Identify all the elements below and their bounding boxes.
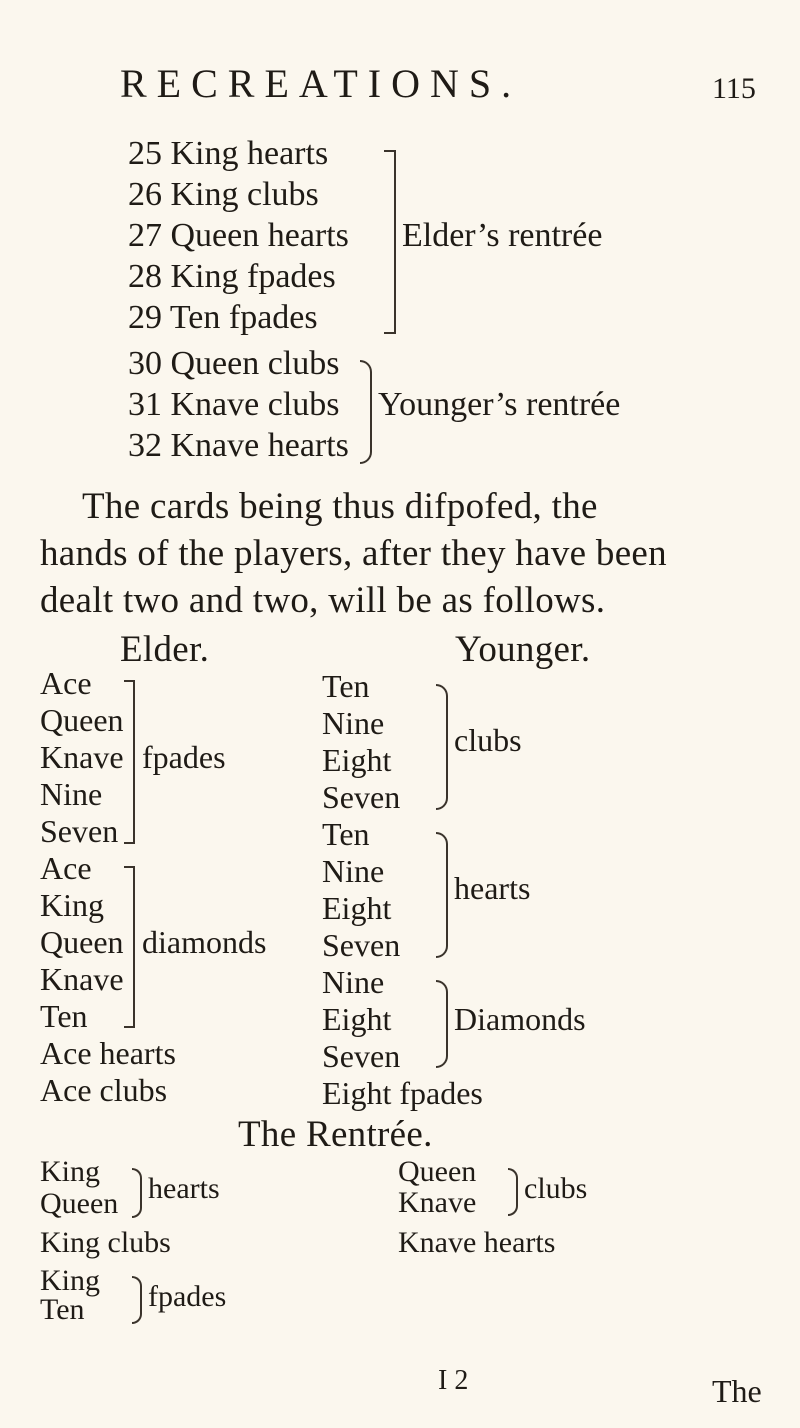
card-name: Queen — [40, 924, 124, 960]
elder-heading: Elder. — [120, 629, 210, 670]
rentree-spades-brace — [132, 1276, 142, 1324]
younger-diamonds-brace — [436, 980, 448, 1068]
card-name: Queen — [40, 1187, 119, 1220]
page-number: 115 — [712, 72, 756, 105]
rentree-spades-label: fpades — [148, 1280, 227, 1313]
list-line: 27 Queen hearts — [128, 217, 349, 254]
card-name: Knave — [398, 1186, 477, 1219]
card-name: Seven — [322, 1038, 401, 1074]
card-name: Ace — [40, 850, 92, 886]
card-name: Knave — [40, 739, 124, 775]
card-name: Ten — [40, 1293, 85, 1326]
card-name: Seven — [322, 779, 401, 815]
card-name: King — [40, 1155, 100, 1188]
card-name: Ace hearts — [40, 1035, 176, 1071]
card-name: Ten — [40, 998, 88, 1034]
running-title: RECREATIONS. — [120, 61, 522, 106]
younger-diamonds-label: Diamonds — [454, 1001, 586, 1037]
card-name: Ten — [322, 668, 370, 704]
card-name: Eight — [322, 742, 392, 778]
younger-clubs-label: clubs — [454, 722, 522, 758]
paragraph-line: The cards being thus difpofed, the — [82, 486, 598, 527]
signature-mark: I 2 — [438, 1365, 469, 1396]
card-name: Ten — [322, 816, 370, 852]
list-line: 32 Knave hearts — [128, 427, 349, 464]
rentree-hearts-brace — [132, 1168, 142, 1218]
list-line: 29 Ten fpades — [128, 299, 318, 336]
card-name: Nine — [322, 964, 385, 1000]
card-name: Seven — [322, 927, 401, 963]
card-name: Eight fpades — [322, 1075, 483, 1111]
card-name: Eight — [322, 1001, 392, 1037]
list-line: 30 Queen clubs — [128, 345, 340, 382]
list-line: 25 King hearts — [128, 135, 329, 172]
card-name: King — [40, 887, 104, 923]
card-name: Queen — [40, 702, 124, 738]
card-name: Nine — [40, 776, 103, 812]
catchword: The — [712, 1373, 762, 1409]
card-name: Seven — [40, 813, 119, 849]
elder-rentree-label: Elder’s rentrée — [402, 217, 603, 254]
elder-spades-label: fpades — [142, 739, 226, 775]
paragraph-line: dealt two and two, will be as follows. — [40, 580, 606, 621]
list-line: 31 Knave clubs — [128, 386, 340, 423]
rentree-heading: The Rentrée. — [238, 1114, 433, 1155]
rentree-clubs-brace — [508, 1168, 518, 1216]
card-name: Ace — [40, 665, 92, 701]
younger-hearts-brace — [436, 832, 448, 958]
younger-rentree-label: Younger’s rentrée — [378, 386, 621, 423]
younger-rentree-brace — [360, 360, 372, 464]
paragraph-line: hands of the players, after they have been — [40, 533, 667, 574]
elder-spades-brace — [124, 680, 135, 844]
younger-heading: Younger. — [455, 629, 591, 670]
card-name: King clubs — [40, 1226, 171, 1259]
card-name: Nine — [322, 853, 385, 889]
elder-rentree-brace — [384, 150, 396, 334]
elder-diamonds-brace — [124, 866, 135, 1028]
card-name: King — [40, 1264, 100, 1297]
card-name: Nine — [322, 705, 385, 741]
card-name: Queen — [398, 1155, 477, 1188]
rentree-clubs-label: clubs — [524, 1172, 588, 1205]
card-name: Knave — [40, 961, 124, 997]
younger-clubs-brace — [436, 684, 448, 810]
card-name: Eight — [322, 890, 392, 926]
younger-hearts-label: hearts — [454, 870, 531, 906]
list-line: 28 King fpades — [128, 258, 336, 295]
card-name: Knave hearts — [398, 1226, 556, 1259]
elder-diamonds-label: diamonds — [142, 924, 267, 960]
list-line: 26 King clubs — [128, 176, 319, 213]
card-name: Ace clubs — [40, 1072, 168, 1108]
rentree-hearts-label: hearts — [148, 1172, 220, 1205]
